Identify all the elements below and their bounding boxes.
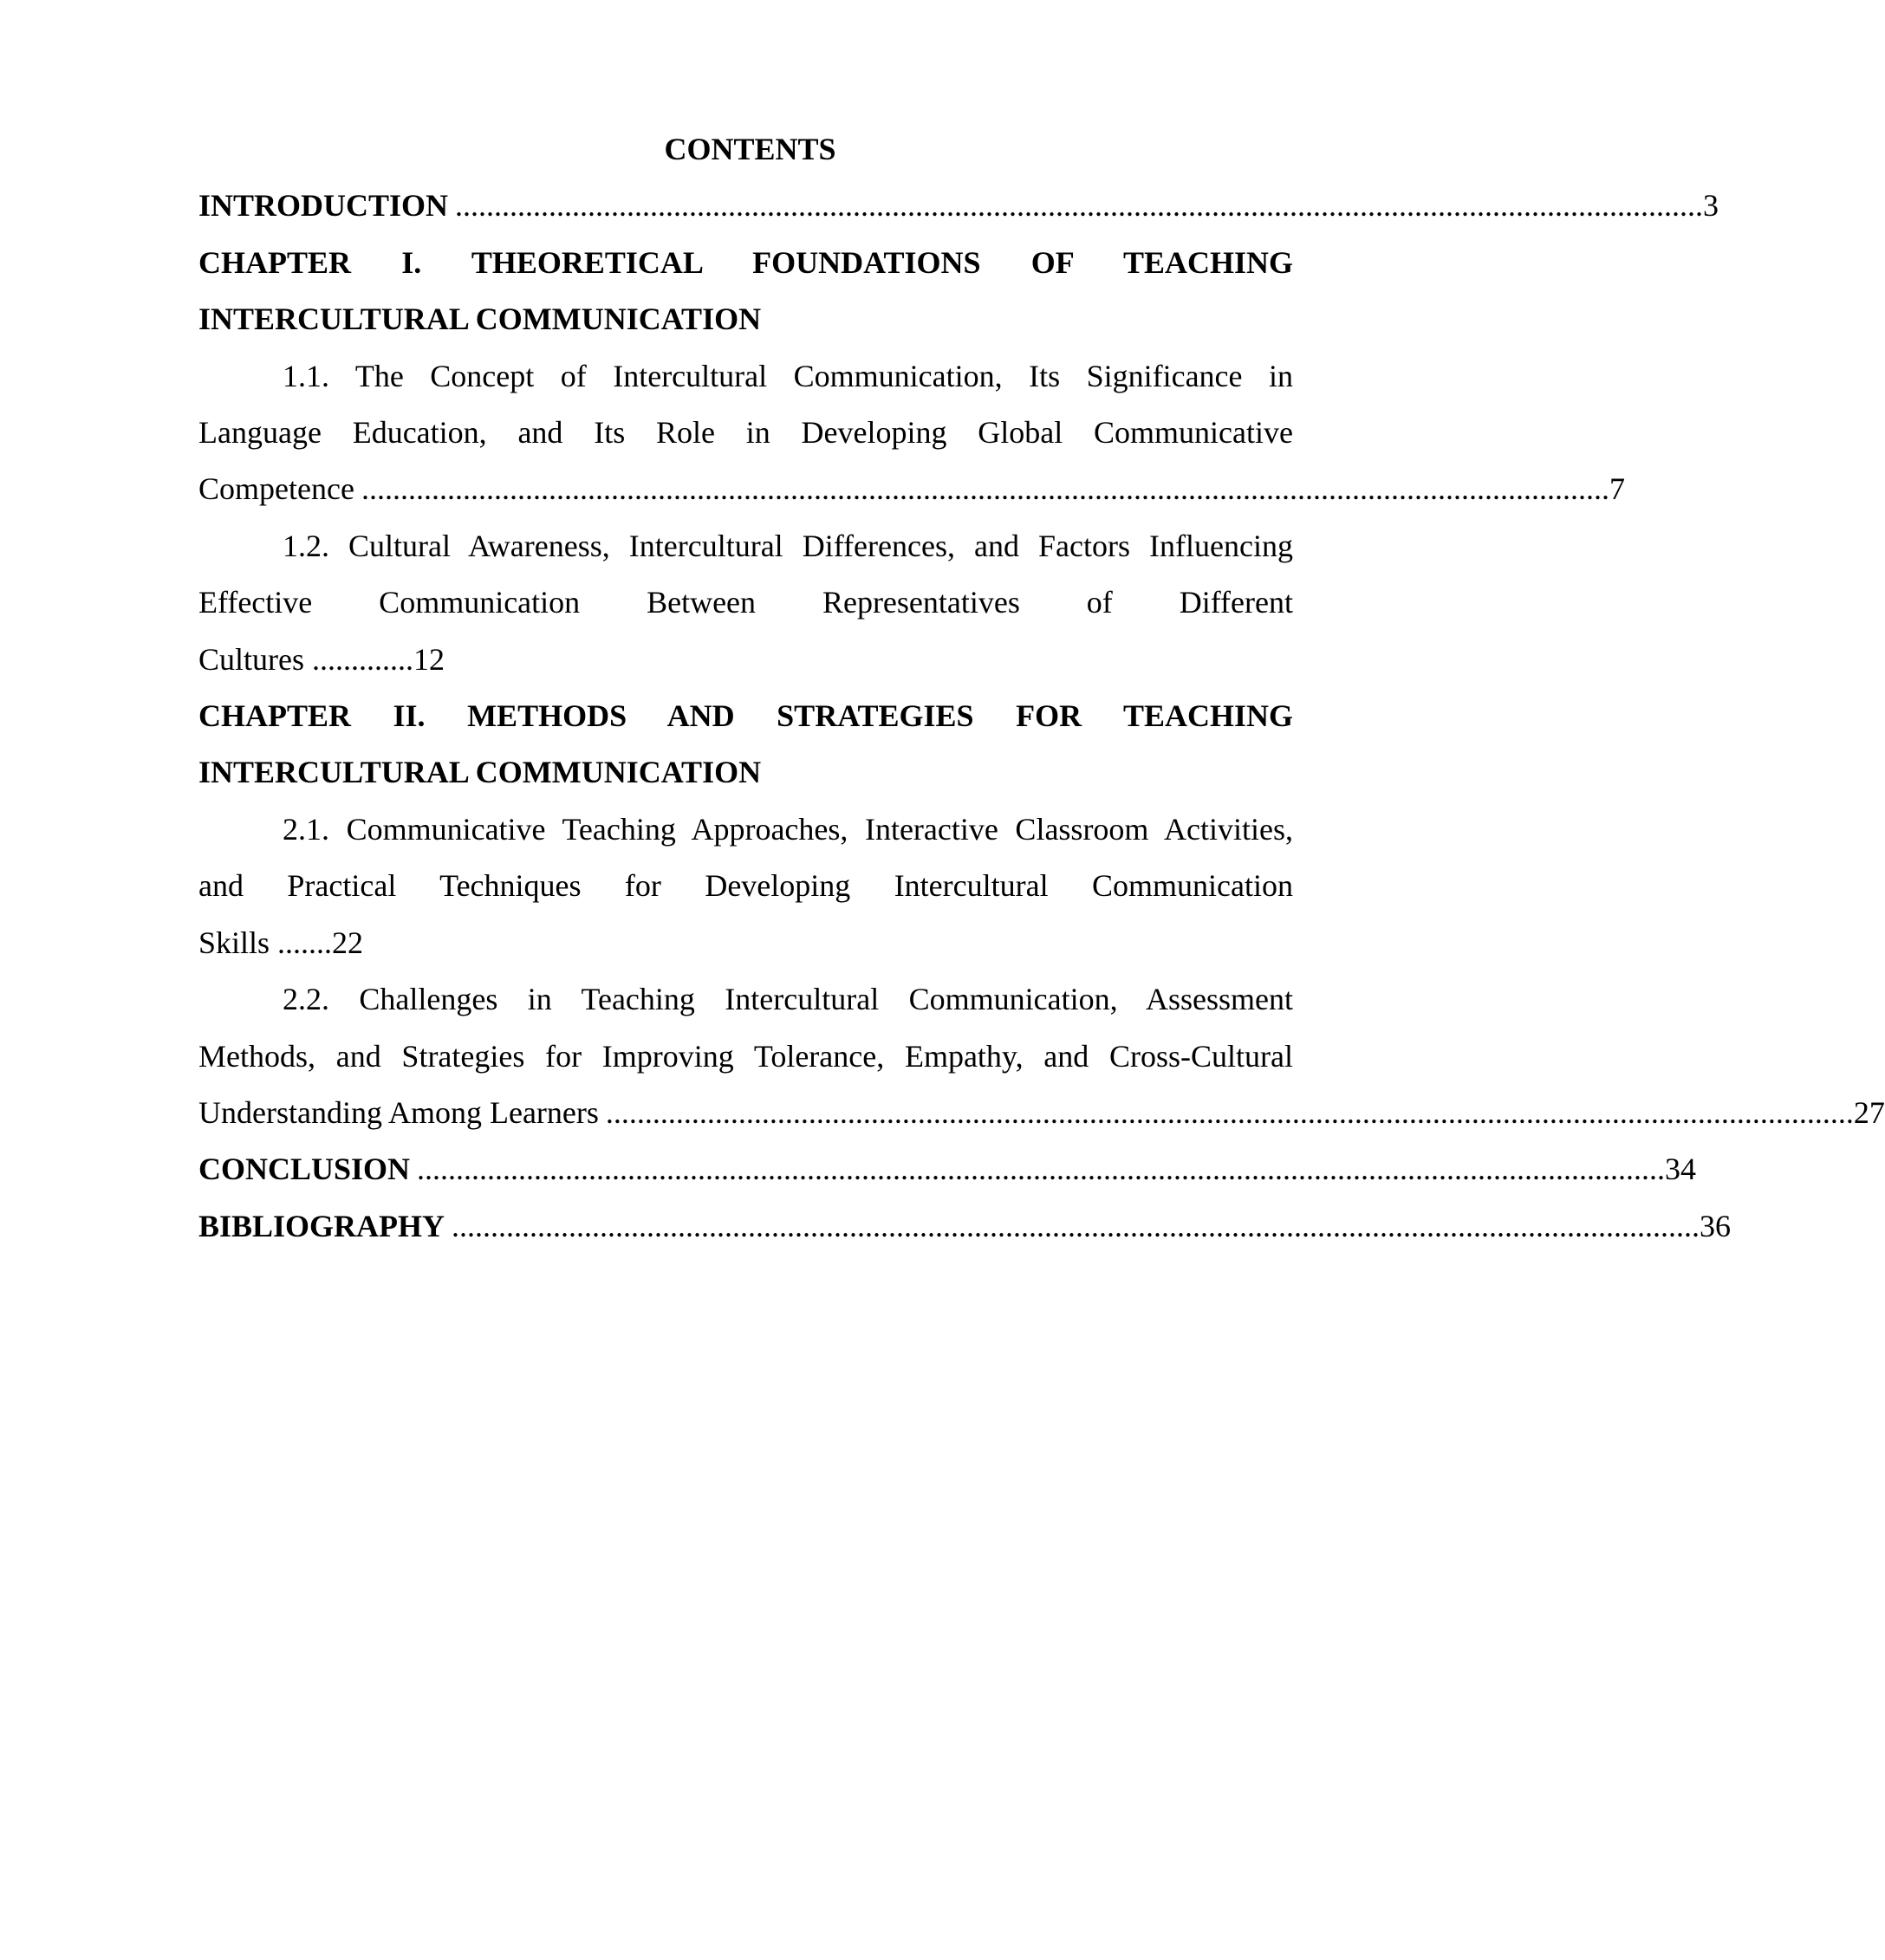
page-title: CONTENTS [664, 132, 836, 166]
dot-leader: ................................................................................................................................................................ [452, 1208, 1700, 1243]
toc-entry-label: BIBLIOGRAPHY [198, 1208, 445, 1243]
toc-page-number: 34 [1665, 1152, 1697, 1187]
toc-entry-bibliography[interactable] [198, 1198, 1732, 1255]
toc-entry-conclusion[interactable] [198, 1141, 1697, 1197]
toc-section-line: Effective Communication Between Representatives of Different [198, 585, 1293, 620]
toc-page-number: 7 [1609, 471, 1625, 507]
toc-entry-section-1-2[interactable] [198, 518, 1293, 688]
toc-section-line: 2.1. Communicative Teaching Approaches, Interactive Classroom Activities, [283, 811, 1293, 847]
toc-entry-section-2-1[interactable] [198, 802, 1293, 971]
toc-section-line: Understanding Among Learners [198, 1094, 599, 1130]
toc-section-line: 1.2. Cultural Awareness, Intercultural Differences, and Factors Influencing [283, 528, 1293, 563]
toc-entry-chapter-1[interactable] [198, 235, 1293, 348]
toc-chapter-line: CHAPTER I. THEORETICAL FOUNDATIONS OF TEACHING [198, 244, 1293, 280]
toc-entry-label: CONCLUSION [198, 1152, 411, 1187]
toc-section-line: Methods, and Strategies for Improving Tolerance, Empathy, and Cross-Cultural [198, 1038, 1293, 1074]
toc-entry-section-2-2[interactable] [198, 971, 1885, 1141]
toc-section-line: Skills .......22 [198, 925, 364, 960]
toc-chapter-line: INTERCULTURAL COMMUNICATION [198, 302, 762, 337]
toc-entry-introduction[interactable] [198, 178, 1719, 234]
dot-leader: ................................................................................................................................................................ [605, 1094, 1854, 1130]
toc-page-number: 3 [1703, 188, 1719, 224]
toc-chapter-line: CHAPTER II. METHODS AND STRATEGIES FOR TEACHING [198, 698, 1293, 734]
toc-section-line: and Practical Techniques for Developing Intercultural Communication [198, 868, 1293, 904]
dot-leader: ................................................................................................................................................................ [417, 1152, 1666, 1187]
toc-section-line: Cultures .............12 [198, 641, 445, 677]
toc-section-line: 2.2. Challenges in Teaching Intercultural Communication, Assessment [283, 982, 1293, 1017]
dot-leader: ................................................................................................................................................................ [455, 188, 1704, 224]
toc-section-line: Language Education, and Its Role in Developing Global Communicative [198, 415, 1293, 451]
toc-chapter-line: INTERCULTURAL COMMUNICATION [198, 755, 762, 790]
toc-entry-label: INTRODUCTION [198, 188, 449, 224]
toc-section-line: 1.1. The Concept of Intercultural Communication, Its Significance in [283, 358, 1293, 393]
toc-page-number: 36 [1700, 1208, 1732, 1243]
toc-page-number: 27 [1853, 1094, 1885, 1130]
table-of-contents [198, 121, 1885, 1255]
toc-section-line: Competence [198, 471, 354, 507]
dot-leader: ................................................................................................................................................................ [361, 471, 1609, 507]
toc-entry-section-1-1[interactable] [198, 348, 1625, 518]
toc-entry-chapter-2[interactable] [198, 688, 1293, 802]
